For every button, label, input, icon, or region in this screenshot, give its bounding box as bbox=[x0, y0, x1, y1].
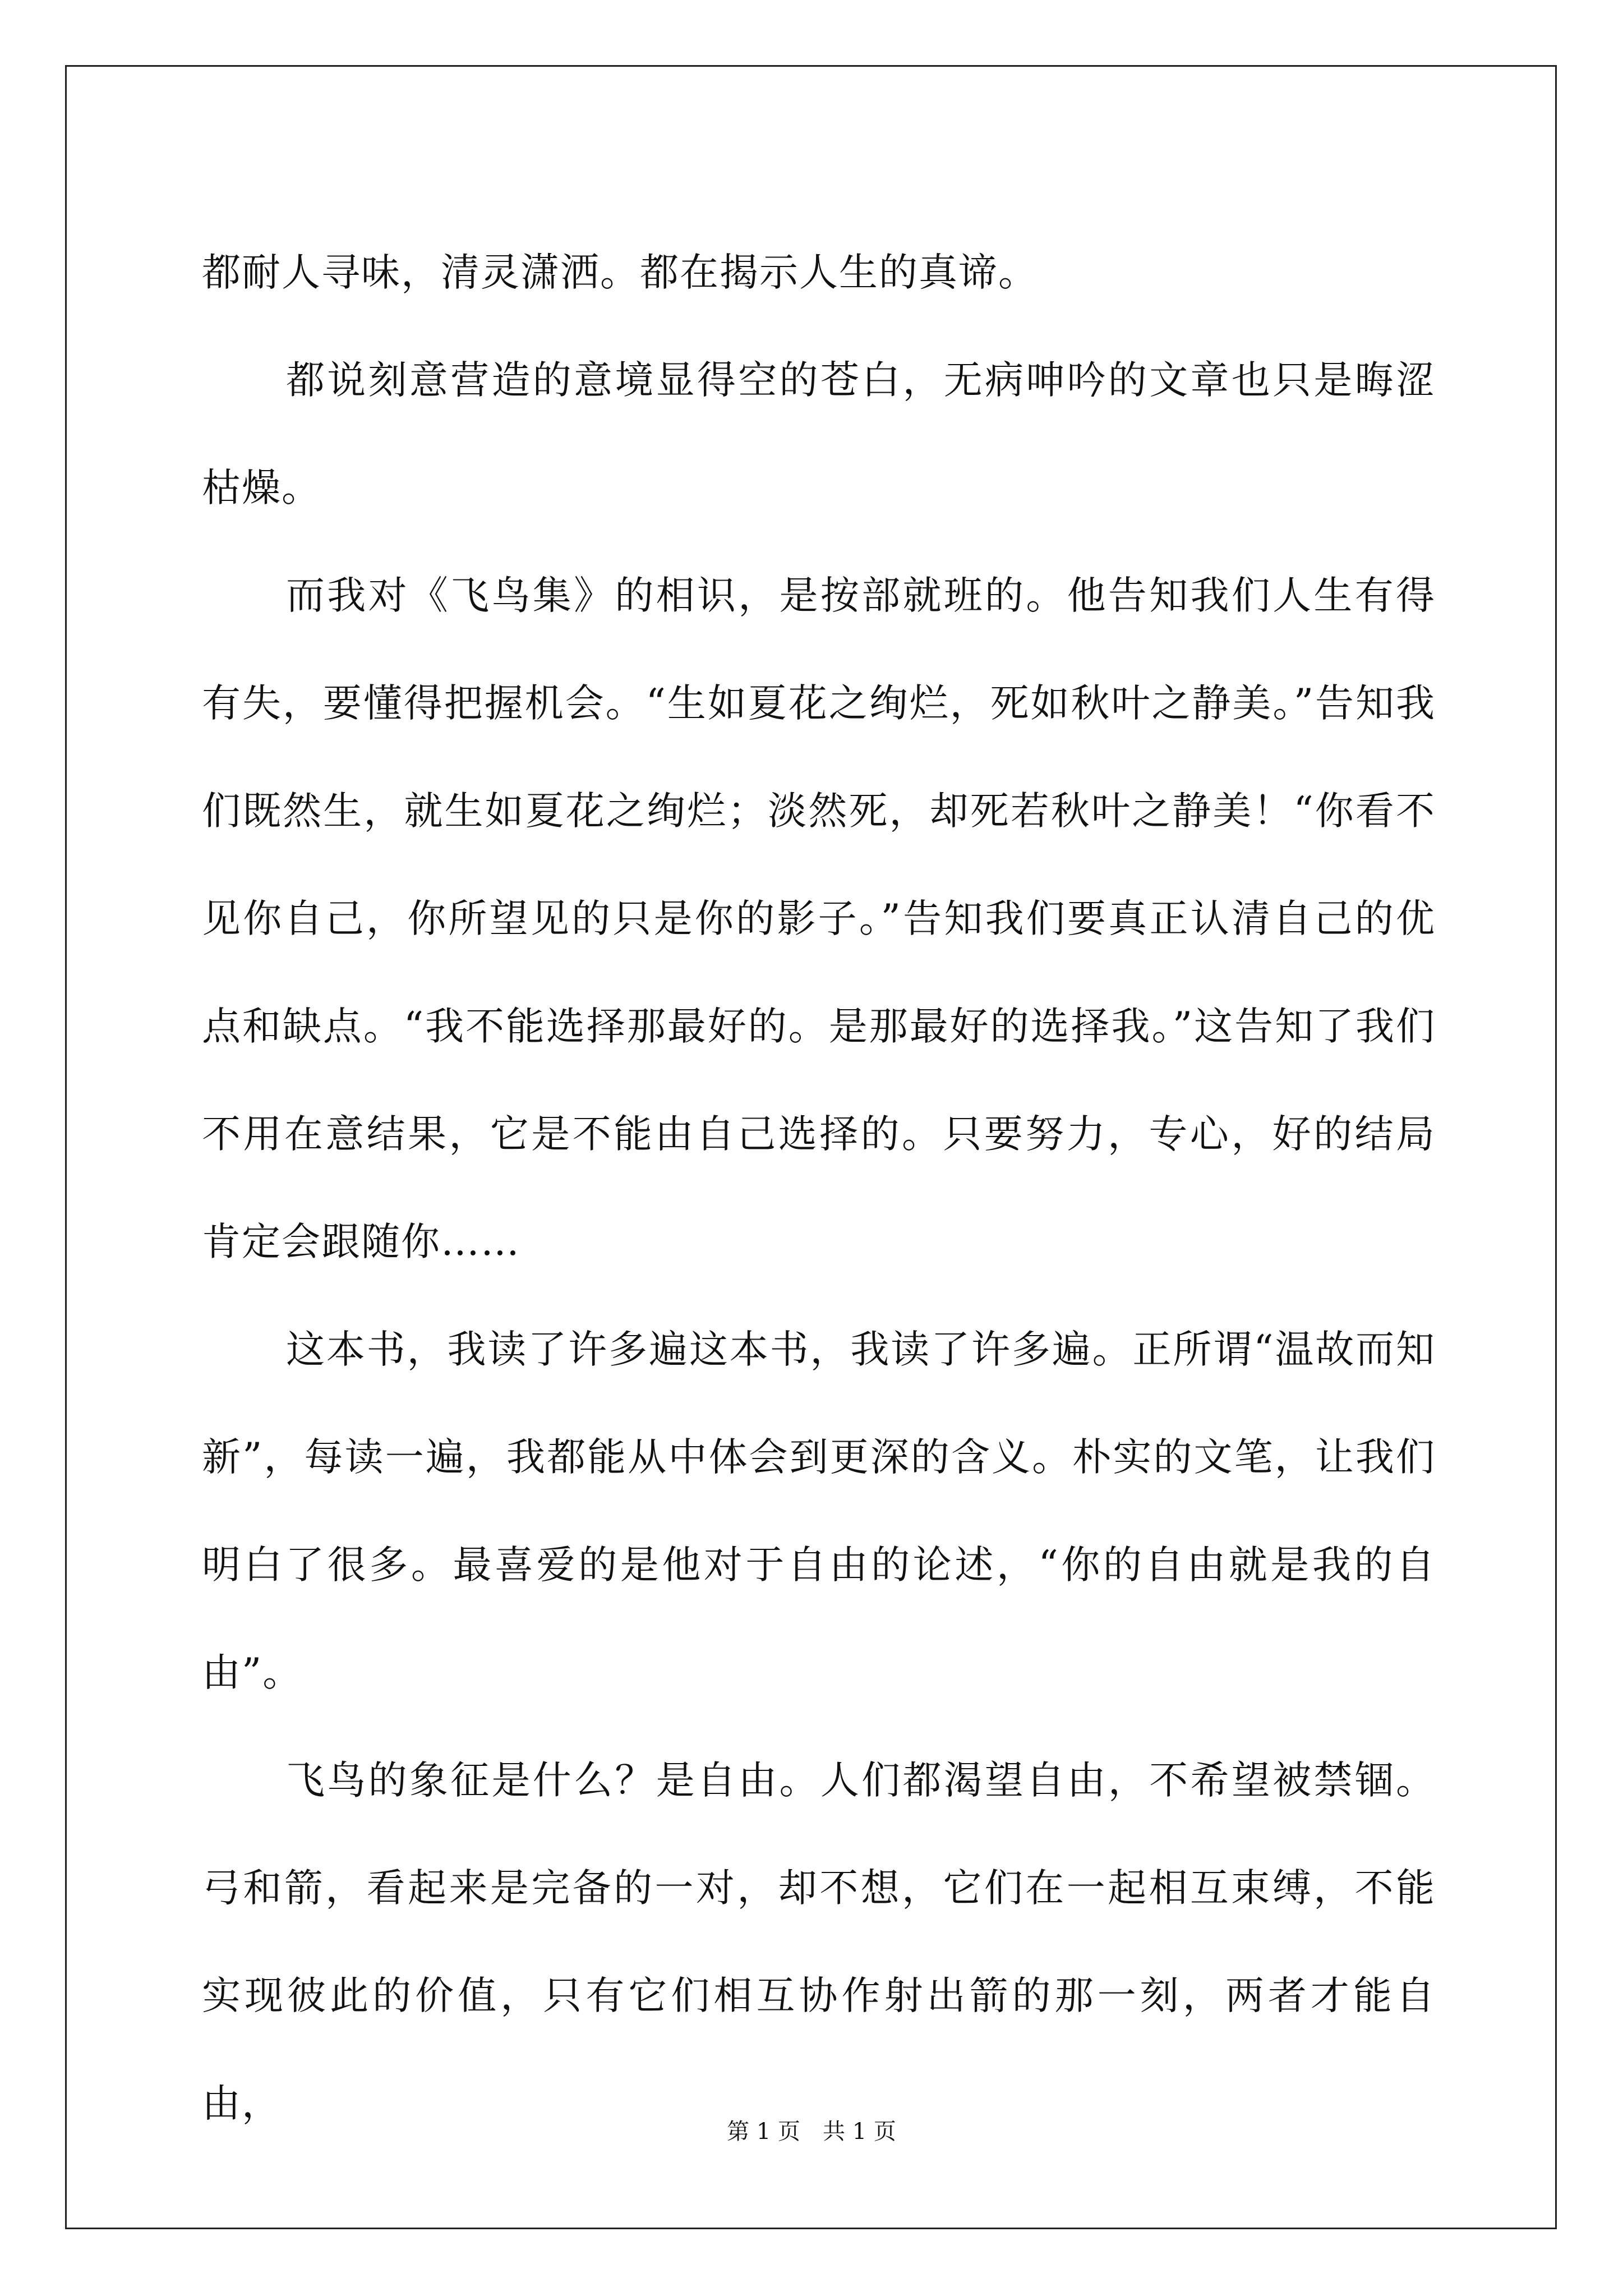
paragraph-3: 而我对《飞鸟集》的相识，是按部就班的。他告知我们人生有得有失，要懂得把握机会。“生如夏花之绚烂，死如秋叶之静美。”告知我们既然生，就生如夏花之绚烂；淡然死，却死若秋叶之静美！“你看不见你自己，你所望见的只是你的影子。”告知我们要真正认清自己的优点和缺点。“我不能选择那最好的。是那最好的选择我。”这告知了我们不用在意结果，它是不能由自己选择的。只要努力，专心，好的结局肯定会跟随你…… bbox=[202, 573, 1436, 1264]
paragraph-5: 飞鸟的象征是什么？是自由。人们都渴望自由，不希望被禁锢。弓和箭，看起来是完备的一对，却不想，它们在一起相互束缚，不能实现彼此的价值，只有它们相互协作射出箭的那一刻，两者才能自由， bbox=[202, 1758, 1436, 2126]
document-body bbox=[202, 219, 1436, 2157]
page-number-footer: 第 1 页 共 1 页 bbox=[727, 2119, 896, 2145]
paragraph-2: 都说刻意营造的意境显得空的苍白，无病呻吟的文章也只是晦涩枯燥。 bbox=[202, 358, 1436, 510]
paragraph-1: 都耐人寻味，清灵潇洒。都在揭示人生的真谛。 bbox=[202, 250, 1038, 295]
paragraph-4: 这本书，我读了许多遍这本书，我读了许多遍。正所谓“温故而知新”，每读一遍，我都能从中体会到更深的含义。朴实的文笔，让我们明白了很多。最喜爱的是他对于自由的论述，“你的自由就是我的自由”。 bbox=[202, 1327, 1436, 1695]
